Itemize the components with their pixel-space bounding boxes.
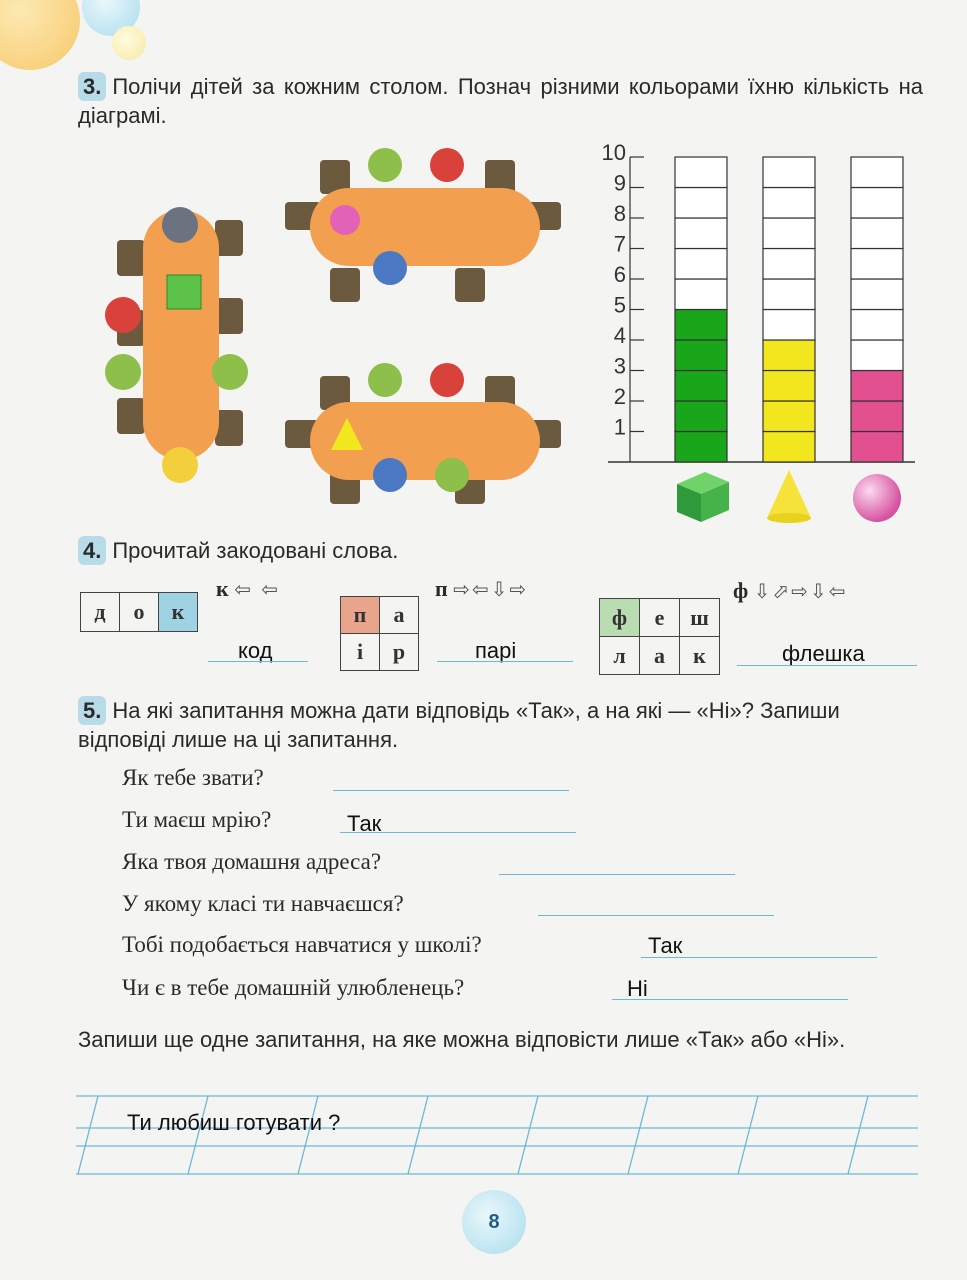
empty-cell xyxy=(851,157,903,188)
empty-cell xyxy=(851,218,903,249)
empty-cell xyxy=(763,188,815,219)
answer-line xyxy=(538,915,774,916)
cone-icon xyxy=(767,470,811,518)
arrow-sequence: ⇨⇦⇩⇨ xyxy=(453,577,529,601)
grid-cell: к xyxy=(679,636,720,675)
decoded-word-2: парі xyxy=(475,638,517,663)
bar-segment xyxy=(763,371,815,402)
answer-line xyxy=(340,832,576,833)
grid-cell: ф xyxy=(599,598,640,637)
question-4: У якому класі ти навчаєшся? xyxy=(122,891,404,916)
child-figure xyxy=(430,148,464,182)
task5-instruction: На які запитання можна дати відповідь «Так», а на які — «Ні»? Запиши відповіді лише на ці запитання. xyxy=(78,698,840,752)
bar-segment xyxy=(763,401,815,432)
bar-segment xyxy=(675,340,727,371)
grid-cell: р xyxy=(379,633,419,671)
grid-cell: п xyxy=(340,596,380,634)
question-2: Ти маєш мрію? xyxy=(122,807,272,832)
extra-question-prompt: Запиши ще одне запитання, на яке можна відповісти лише «Так» або «Ні». xyxy=(78,1027,846,1052)
tables-illustration xyxy=(95,140,565,510)
empty-cell xyxy=(851,188,903,219)
decor-circle-orange xyxy=(0,0,80,70)
answer-line xyxy=(208,661,308,662)
bar-segment xyxy=(851,401,903,432)
decoded-word-1: код xyxy=(238,638,273,663)
bar-segment xyxy=(675,371,727,402)
question-1: Як тебе звати? xyxy=(122,765,264,790)
y-tick-label: 10 xyxy=(601,140,626,165)
question-3: Яка твоя домашня адреса? xyxy=(122,849,382,874)
empty-cell xyxy=(851,249,903,280)
task3-text xyxy=(78,72,923,130)
child-figure xyxy=(373,458,407,492)
grid-cell: о xyxy=(119,592,159,632)
code-start-letter: к xyxy=(216,576,229,601)
grid-cell: а xyxy=(639,636,680,675)
child-figure xyxy=(212,354,248,390)
empty-cell xyxy=(763,279,815,310)
code-instruction-1 xyxy=(216,576,280,602)
empty-cell xyxy=(763,157,815,188)
grid-cell: к xyxy=(158,592,198,632)
task3-number: 3. xyxy=(78,72,106,101)
empty-cell xyxy=(763,218,815,249)
bar-segment xyxy=(675,310,727,341)
child-figure xyxy=(105,354,141,390)
task4-heading xyxy=(78,536,398,565)
decoded-word-3: флешка xyxy=(782,641,865,666)
child-figure xyxy=(373,251,407,285)
sphere-icon xyxy=(330,205,360,235)
cone-icon xyxy=(767,513,811,523)
answer-line xyxy=(333,790,569,791)
grid-cell: і xyxy=(340,633,380,671)
task4-number: 4. xyxy=(78,536,106,565)
task5-text xyxy=(78,696,923,754)
empty-cell xyxy=(851,279,903,310)
question-6: Чи є в тебе домашній улюбленець? xyxy=(122,975,465,1000)
grid-cell: д xyxy=(80,592,120,632)
y-tick-label: 1 xyxy=(613,414,626,440)
page-number: 8 xyxy=(488,1210,500,1233)
code-instruction-2 xyxy=(435,576,528,602)
cube-icon xyxy=(167,275,201,309)
empty-cell xyxy=(675,188,727,219)
y-tick-label: 9 xyxy=(613,170,626,196)
answer-2: Так xyxy=(347,811,382,836)
empty-cell xyxy=(763,310,815,341)
task5-number: 5. xyxy=(78,696,106,725)
answer-line xyxy=(641,957,877,958)
code-instruction-3 xyxy=(733,578,848,604)
arrow-sequence: ⇦ ⇦ xyxy=(234,577,281,601)
child-figure xyxy=(162,207,198,243)
extra-question-answer: Ти любиш готувати ? xyxy=(127,1110,341,1135)
empty-cell xyxy=(763,249,815,280)
grid-cell: л xyxy=(599,636,640,675)
child-figure xyxy=(435,458,469,492)
sphere-icon xyxy=(853,474,901,522)
task4-title: Прочитай закодовані слова. xyxy=(112,538,399,563)
answer-line xyxy=(499,874,735,875)
y-tick-label: 8 xyxy=(613,201,626,226)
y-tick-label: 5 xyxy=(613,292,626,318)
bar-segment xyxy=(675,401,727,432)
empty-cell xyxy=(675,279,727,310)
grid-cell: а xyxy=(379,596,419,634)
empty-cell xyxy=(851,310,903,341)
bar-segment xyxy=(763,340,815,371)
code-start-letter: п xyxy=(435,576,448,601)
answer-line xyxy=(612,999,848,1000)
y-tick-label: 6 xyxy=(613,262,626,287)
child-figure xyxy=(105,297,141,333)
answer-6: Ні xyxy=(627,976,648,1001)
code-start-letter: ф xyxy=(733,578,749,603)
page-number-badge xyxy=(462,1190,526,1254)
empty-cell xyxy=(675,249,727,280)
y-tick-label: 2 xyxy=(613,384,626,409)
empty-cell xyxy=(675,157,727,188)
y-tick-label: 7 xyxy=(613,231,626,257)
child-figure xyxy=(162,447,198,483)
arrow-sequence: ⇩⬀⇨⇩⇦ xyxy=(753,579,848,603)
answer-line xyxy=(737,665,917,666)
answer-5: Так xyxy=(648,933,683,958)
child-figure xyxy=(430,363,464,397)
answer-line xyxy=(437,661,573,662)
empty-cell xyxy=(851,340,903,371)
y-tick-label: 3 xyxy=(613,353,626,379)
bar-segment xyxy=(851,371,903,402)
bar-segment xyxy=(675,432,727,463)
decor-circle-yellow xyxy=(112,26,146,60)
bar-chart xyxy=(590,135,920,530)
bar-segment xyxy=(763,432,815,463)
grid-cell: ш xyxy=(679,598,720,637)
child-figure xyxy=(368,363,402,397)
question-5: Тобі подобається навчатися у школі? xyxy=(122,932,482,957)
table-vertical xyxy=(143,210,219,460)
task3-instruction: Полічи дітей за кожним столом. Познач різними кольорами їхню кількість на діаграмі. xyxy=(78,74,923,128)
child-figure xyxy=(368,148,402,182)
y-tick-label: 4 xyxy=(613,323,626,348)
grid-cell: е xyxy=(639,598,680,637)
empty-cell xyxy=(675,218,727,249)
bar-segment xyxy=(851,432,903,463)
